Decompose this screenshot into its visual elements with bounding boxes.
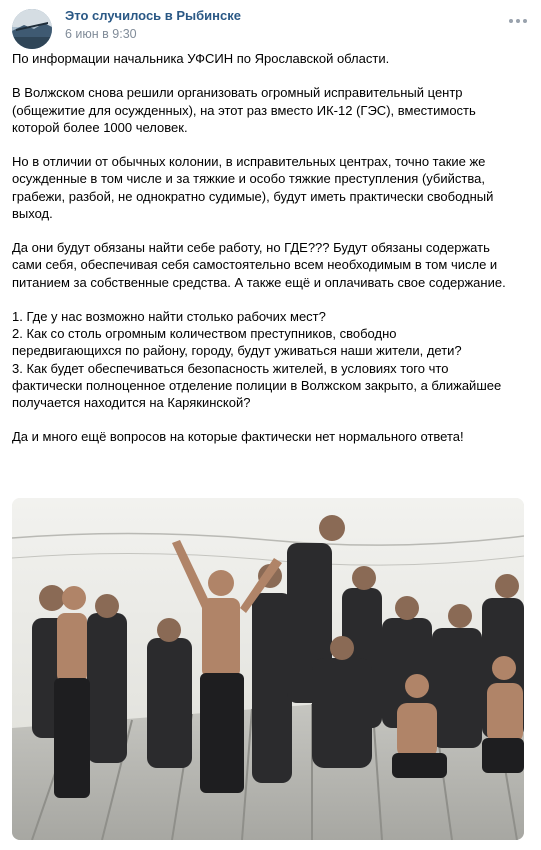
post-text-line: (общежитие для осужденных), на этот раз вместо ИК-12 (ГЭС), вместимость [12, 102, 476, 118]
post-paragraph [12, 153, 527, 222]
post-text-line: В Волжском снова решили организовать огромный исправительный центр [12, 85, 463, 101]
post-header [12, 8, 529, 48]
post-paragraph [12, 308, 527, 411]
post-text-line: питанием за собственные средства. А также ещё и оплачивать свое содержание. [12, 274, 506, 290]
post-text-line: передвигающихся по району, городу, будут уживаться наши жители, дети? [12, 343, 462, 359]
post-text [12, 50, 527, 446]
post-date[interactable]: 6 июн в 9:30 [65, 27, 137, 41]
group-name-link[interactable]: Это случилось в Рыбинске [65, 8, 241, 23]
group-avatar[interactable] [12, 9, 52, 49]
post-text-line: грабежи, разбой, не однократно судимые), будут иметь практически свободный [12, 188, 494, 204]
photo-image [12, 498, 524, 840]
post-text-line: 1. Где у нас возможно найти столько рабочих мест? [12, 308, 326, 324]
post-paragraph [12, 239, 527, 291]
post-paragraph [12, 84, 527, 136]
avatar-image [12, 9, 52, 49]
post-paragraph [12, 50, 527, 67]
post-text-line: Да они будут обязаны найти себе работу, но ГДЕ??? Будут обязаны содержать [12, 240, 490, 256]
more-horizontal-icon[interactable] [507, 12, 529, 30]
post-text-line: сами себя, обеспечивая себя самостоятельно всем необходимым в том числе и [12, 257, 498, 273]
post-text-line: Но в отличии от обычных колонии, в исправительных центрах, точно такие же [12, 154, 486, 170]
post-text-line: 3. Как будет обеспечиваться безопасность жителей, в условиях того что [12, 360, 449, 376]
post-text-line: Да и много ещё вопросов на которые фактически нет нормального ответа! [12, 429, 464, 445]
post-text-line: которой более 1000 человек. [12, 119, 188, 135]
post-paragraph [12, 428, 527, 445]
post-text-line: выход. [12, 205, 53, 221]
post-text-line: фактически полноценное отделение полиции в Волжском закрыто, а ближайшее [12, 377, 502, 393]
post-text-line: получается находится на Карякинской? [12, 395, 251, 410]
post-text-line: 2. Как со столь огромным количеством преступников, свободно [12, 326, 397, 342]
post-text-line: осужденные в том числе и за тяжкие и особо тяжкие преступления (убийства, [12, 171, 485, 187]
post-text-line: По информации начальника УФСИН по Ярославской области. [12, 51, 390, 66]
post-photo[interactable] [12, 498, 524, 840]
